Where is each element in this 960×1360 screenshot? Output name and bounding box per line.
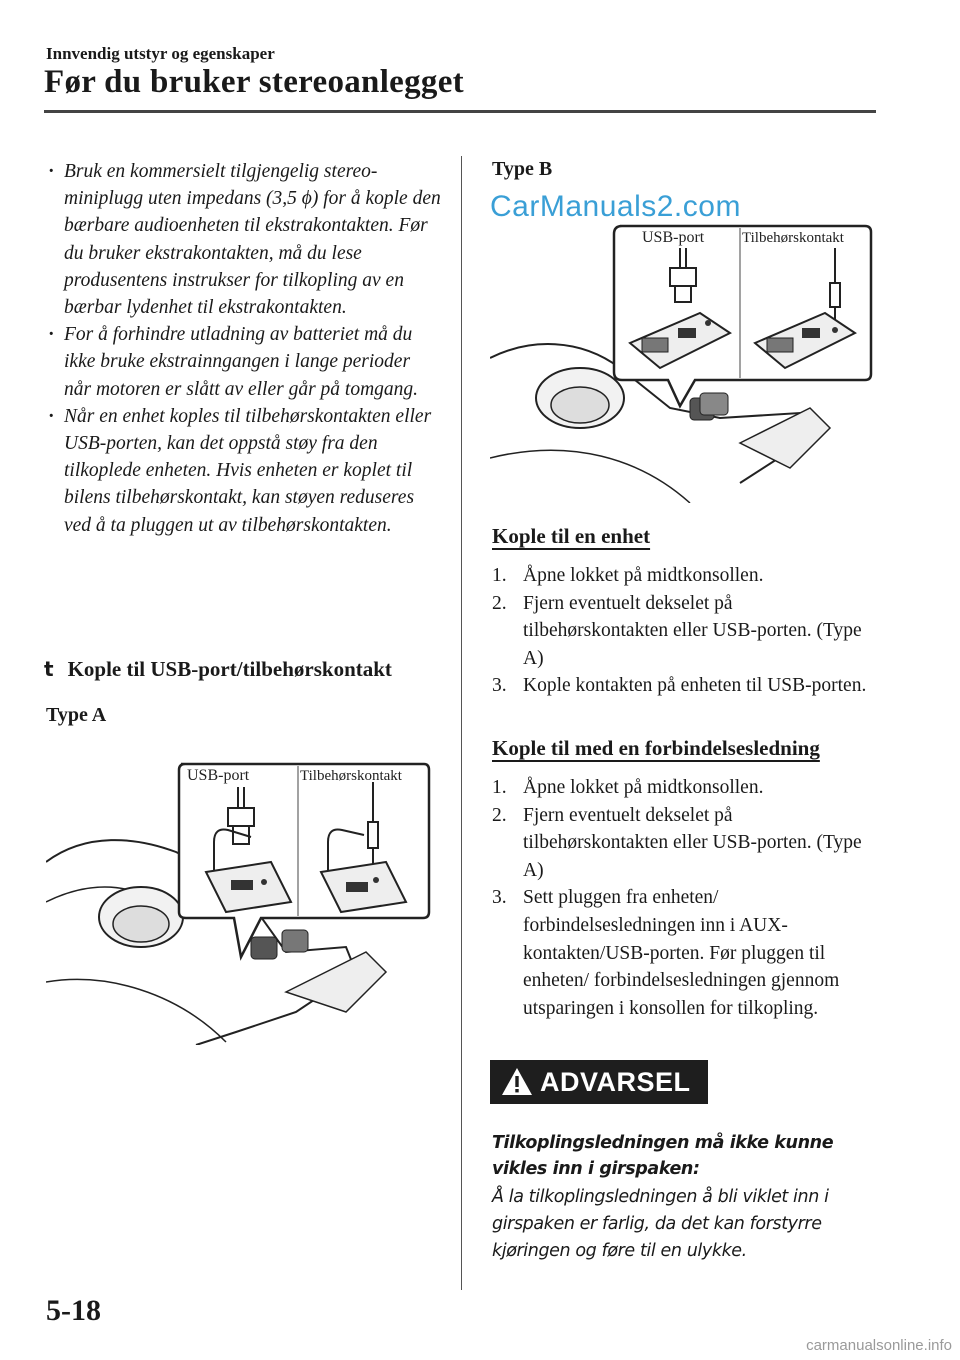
- usb-section-heading: [44, 657, 392, 682]
- step-item: [492, 562, 872, 590]
- step-item: [492, 590, 872, 673]
- watermark-logo: CarManuals2.com: [490, 190, 741, 223]
- step-number: 3.: [492, 887, 507, 909]
- warning-label: ADVARSEL: [540, 1066, 691, 1097]
- step-number: 2.: [492, 804, 507, 826]
- page-number: 5-18: [46, 1294, 101, 1327]
- note-item: · For å forhindre utladning av batteriet må du ikke bruke ekstrainngangen i lange perioder når motoren er slått av eller går på tomgang.: [46, 321, 441, 403]
- column-divider: [461, 156, 462, 1290]
- step-item: [492, 672, 872, 700]
- warning-body: Å la tilkoplingsledningen å bli viklet inn i girspaken er farlig, da det kan forstyrre kjøringen og føre til en ulykke.: [492, 1187, 829, 1261]
- step-text: Sett pluggen fra enheten/ forbindelsesledningen inn i AUX-kontakten/USB-porten. Før pluggen til enheten/ forbindelsesledningen gjennom utsparingen i konsollen for tilkopling.: [523, 887, 840, 1019]
- usb-port-caption: USB-port: [187, 767, 250, 784]
- note-item: · Når en enhet koples til tilbehørskontakten eller USB-porten, kan det oppstå støy fra den tilkoplede enheten. Hvis enheten er koplet til bilens tilbehørskontakt, kan støyen reduseres ved å ta pluggen ut av tilbehørskontakten.: [46, 403, 441, 539]
- connect-cable-heading: Kople til med en forbindelsesledning: [492, 736, 820, 760]
- step-number: 1.: [492, 777, 507, 798]
- usb-section-title: Kople til USB-port/tilbehørskontakt: [67, 657, 392, 681]
- footer-watermark: carmanualsonline.info: [806, 1337, 952, 1354]
- warning-title: Tilkoplingsledningen må ikke kunne vikles inn i girspaken:: [492, 1133, 834, 1179]
- section-label: Innvendig utstyr og egenskaper: [46, 44, 275, 63]
- step-text: Fjern eventuelt dekselet på tilbehørskontakten eller USB-porten. (Type A): [523, 592, 862, 669]
- usb-port-caption-b: USB-port: [642, 229, 705, 246]
- step-text: Åpne lokket på midtkonsollen.: [523, 777, 764, 798]
- warning-triangle-icon: [500, 1065, 534, 1099]
- type-a-label: Type A: [46, 704, 107, 726]
- section-marker: t: [44, 657, 54, 681]
- step-text: Fjern eventuelt dekselet på tilbehørskontakten eller USB-porten. (Type A): [523, 804, 862, 881]
- title-rule: [44, 110, 876, 113]
- connect-cable-steps: [492, 774, 872, 1022]
- type-a-illustration: [46, 742, 441, 1045]
- page-title: Før du bruker stereoanlegget: [44, 64, 464, 100]
- connect-device-steps: [492, 562, 872, 700]
- note-item: · Bruk en kommersielt tilgjengelig stereo-miniplugg uten impedans (3,5 ϕ) for å kople den bærbare audioenheten til ekstrakontakten. Før du bruker ekstrakontakten, må du lese produsentens instrukser for tilkopling av en bærbar lydenhet til ekstrakontakten.: [46, 158, 441, 321]
- aux-caption: Tilbehørskontakt: [300, 768, 402, 784]
- step-number: 1.: [492, 565, 507, 586]
- step-number: 3.: [492, 675, 507, 697]
- step-text: Åpne lokket på midtkonsollen.: [523, 565, 764, 586]
- step-item: [492, 884, 872, 1022]
- type-b-label: Type B: [492, 158, 553, 180]
- type-b-illustration: [490, 198, 880, 503]
- step-text: Kople kontakten på enheten til USB-porten.: [523, 675, 867, 697]
- aux-caption-b: Tilbehørskontakt: [742, 230, 844, 246]
- notes-list: [46, 158, 441, 539]
- step-item: [492, 774, 872, 802]
- connect-device-heading: Kople til en enhet: [492, 524, 651, 548]
- step-number: 2.: [492, 592, 507, 614]
- warning-banner: [490, 1060, 708, 1104]
- step-item: [492, 802, 872, 885]
